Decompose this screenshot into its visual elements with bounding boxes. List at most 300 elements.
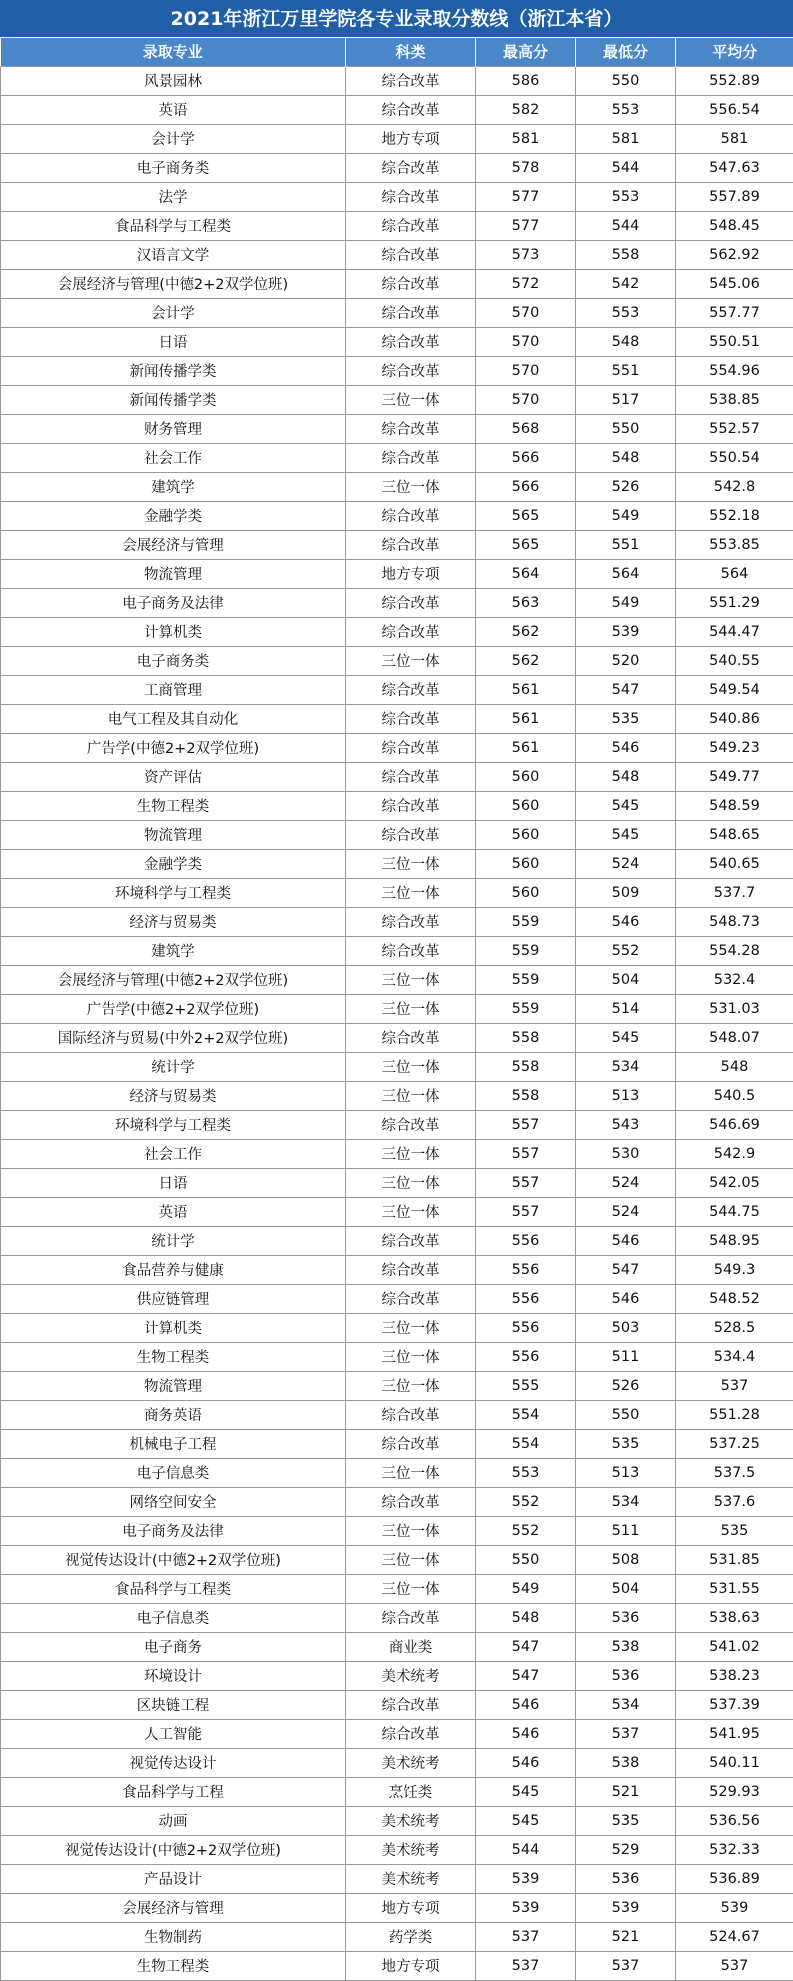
cell-max-score: 566 bbox=[476, 443, 576, 472]
table-row bbox=[1, 646, 793, 675]
cell-avg-score: 550.54 bbox=[676, 443, 793, 472]
cell-category: 商业类 bbox=[346, 1632, 476, 1661]
cell-major: 视觉传达设计(中德2+2双学位班) bbox=[1, 1835, 346, 1864]
cell-max-score: 537 bbox=[476, 1922, 576, 1951]
table-row bbox=[1, 1139, 793, 1168]
cell-major: 机械电子工程 bbox=[1, 1429, 346, 1458]
table-row bbox=[1, 414, 793, 443]
cell-major: 计算机类 bbox=[1, 1313, 346, 1342]
cell-max-score: 558 bbox=[476, 1023, 576, 1052]
cell-category: 综合改革 bbox=[346, 820, 476, 849]
table-row bbox=[1, 791, 793, 820]
table-row bbox=[1, 1342, 793, 1371]
cell-avg-score: 544.47 bbox=[676, 617, 793, 646]
cell-avg-score: 540.65 bbox=[676, 849, 793, 878]
table-row bbox=[1, 675, 793, 704]
cell-avg-score: 550.51 bbox=[676, 327, 793, 356]
cell-category: 三位一体 bbox=[346, 1168, 476, 1197]
cell-major: 汉语言文学 bbox=[1, 240, 346, 269]
cell-major: 电子商务 bbox=[1, 1632, 346, 1661]
cell-max-score: 556 bbox=[476, 1226, 576, 1255]
table-row bbox=[1, 1632, 793, 1661]
cell-category: 三位一体 bbox=[346, 1574, 476, 1603]
cell-avg-score: 553.85 bbox=[676, 530, 793, 559]
cell-avg-score: 537 bbox=[676, 1951, 793, 1980]
cell-category: 三位一体 bbox=[346, 965, 476, 994]
cell-major: 食品科学与工程类 bbox=[1, 1574, 346, 1603]
cell-category: 综合改革 bbox=[346, 1400, 476, 1429]
table-row bbox=[1, 124, 793, 153]
cell-min-score: 564 bbox=[576, 559, 676, 588]
table-row bbox=[1, 1951, 793, 1980]
cell-avg-score: 528.5 bbox=[676, 1313, 793, 1342]
cell-min-score: 550 bbox=[576, 66, 676, 95]
cell-major: 物流管理 bbox=[1, 559, 346, 588]
cell-min-score: 521 bbox=[576, 1922, 676, 1951]
table-row bbox=[1, 1023, 793, 1052]
cell-category: 美术统考 bbox=[346, 1661, 476, 1690]
cell-category: 综合改革 bbox=[346, 414, 476, 443]
cell-max-score: 586 bbox=[476, 66, 576, 95]
cell-category: 地方专项 bbox=[346, 559, 476, 588]
cell-avg-score: 540.86 bbox=[676, 704, 793, 733]
table-row bbox=[1, 559, 793, 588]
table-row bbox=[1, 1661, 793, 1690]
cell-major: 动画 bbox=[1, 1806, 346, 1835]
cell-avg-score: 549.54 bbox=[676, 675, 793, 704]
cell-category: 综合改革 bbox=[346, 936, 476, 965]
cell-major: 生物工程类 bbox=[1, 1951, 346, 1980]
cell-min-score: 514 bbox=[576, 994, 676, 1023]
cell-max-score: 555 bbox=[476, 1371, 576, 1400]
cell-min-score: 549 bbox=[576, 501, 676, 530]
cell-category: 综合改革 bbox=[346, 1603, 476, 1632]
cell-max-score: 549 bbox=[476, 1574, 576, 1603]
cell-min-score: 537 bbox=[576, 1719, 676, 1748]
cell-min-score: 535 bbox=[576, 1806, 676, 1835]
cell-major: 网络空间安全 bbox=[1, 1487, 346, 1516]
cell-max-score: 560 bbox=[476, 878, 576, 907]
cell-max-score: 557 bbox=[476, 1110, 576, 1139]
cell-major: 区块链工程 bbox=[1, 1690, 346, 1719]
cell-min-score: 524 bbox=[576, 1197, 676, 1226]
cell-major: 供应链管理 bbox=[1, 1284, 346, 1313]
cell-major: 日语 bbox=[1, 327, 346, 356]
cell-category: 综合改革 bbox=[346, 762, 476, 791]
table-row bbox=[1, 588, 793, 617]
cell-max-score: 547 bbox=[476, 1632, 576, 1661]
cell-max-score: 552 bbox=[476, 1487, 576, 1516]
cell-max-score: 562 bbox=[476, 617, 576, 646]
cell-avg-score: 548.52 bbox=[676, 1284, 793, 1313]
cell-category: 综合改革 bbox=[346, 791, 476, 820]
table-row bbox=[1, 211, 793, 240]
cell-major: 食品科学与工程 bbox=[1, 1777, 346, 1806]
table-row bbox=[1, 994, 793, 1023]
cell-max-score: 570 bbox=[476, 385, 576, 414]
cell-max-score: 548 bbox=[476, 1603, 576, 1632]
table-title: 2021年浙江万里学院各专业录取分数线（浙江本省） bbox=[0, 0, 793, 38]
cell-avg-score: 535 bbox=[676, 1516, 793, 1545]
cell-avg-score: 540.11 bbox=[676, 1748, 793, 1777]
cell-major: 电子商务类 bbox=[1, 646, 346, 675]
cell-major: 建筑学 bbox=[1, 936, 346, 965]
cell-avg-score: 539 bbox=[676, 1893, 793, 1922]
cell-max-score: 564 bbox=[476, 559, 576, 588]
cell-max-score: 537 bbox=[476, 1951, 576, 1980]
table-row bbox=[1, 1516, 793, 1545]
table-row bbox=[1, 1922, 793, 1951]
cell-min-score: 517 bbox=[576, 385, 676, 414]
cell-avg-score: 549.23 bbox=[676, 733, 793, 762]
cell-min-score: 544 bbox=[576, 153, 676, 182]
cell-max-score: 539 bbox=[476, 1864, 576, 1893]
table-row bbox=[1, 1052, 793, 1081]
cell-major: 风景园林 bbox=[1, 66, 346, 95]
cell-max-score: 572 bbox=[476, 269, 576, 298]
cell-major: 物流管理 bbox=[1, 1371, 346, 1400]
cell-major: 建筑学 bbox=[1, 472, 346, 501]
cell-major: 金融学类 bbox=[1, 501, 346, 530]
cell-min-score: 546 bbox=[576, 1226, 676, 1255]
cell-major: 食品科学与工程类 bbox=[1, 211, 346, 240]
score-table bbox=[0, 38, 793, 1981]
cell-max-score: 558 bbox=[476, 1081, 576, 1110]
cell-min-score: 545 bbox=[576, 1023, 676, 1052]
table-row bbox=[1, 1603, 793, 1632]
table-row bbox=[1, 704, 793, 733]
table-row bbox=[1, 1777, 793, 1806]
cell-category: 三位一体 bbox=[346, 1516, 476, 1545]
cell-category: 地方专项 bbox=[346, 124, 476, 153]
cell-min-score: 553 bbox=[576, 298, 676, 327]
table-row bbox=[1, 1371, 793, 1400]
cell-min-score: 546 bbox=[576, 1284, 676, 1313]
cell-min-score: 520 bbox=[576, 646, 676, 675]
cell-category: 药学类 bbox=[346, 1922, 476, 1951]
cell-major: 法学 bbox=[1, 182, 346, 211]
table-row bbox=[1, 1835, 793, 1864]
cell-avg-score: 552.18 bbox=[676, 501, 793, 530]
cell-category: 三位一体 bbox=[346, 1197, 476, 1226]
cell-max-score: 554 bbox=[476, 1429, 576, 1458]
cell-min-score: 504 bbox=[576, 1574, 676, 1603]
cell-max-score: 558 bbox=[476, 1052, 576, 1081]
cell-avg-score: 549.77 bbox=[676, 762, 793, 791]
cell-avg-score: 548.45 bbox=[676, 211, 793, 240]
table-row bbox=[1, 1168, 793, 1197]
cell-max-score: 559 bbox=[476, 994, 576, 1023]
table-row bbox=[1, 1226, 793, 1255]
table-row bbox=[1, 443, 793, 472]
table-row bbox=[1, 240, 793, 269]
cell-min-score: 513 bbox=[576, 1081, 676, 1110]
cell-avg-score: 540.55 bbox=[676, 646, 793, 675]
cell-category: 综合改革 bbox=[346, 588, 476, 617]
cell-avg-score: 529.93 bbox=[676, 1777, 793, 1806]
cell-avg-score: 531.55 bbox=[676, 1574, 793, 1603]
cell-category: 烹饪类 bbox=[346, 1777, 476, 1806]
cell-major: 新闻传播学类 bbox=[1, 356, 346, 385]
cell-major: 环境科学与工程类 bbox=[1, 1110, 346, 1139]
cell-min-score: 537 bbox=[576, 1951, 676, 1980]
cell-avg-score: 546.69 bbox=[676, 1110, 793, 1139]
cell-major: 英语 bbox=[1, 1197, 346, 1226]
cell-avg-score: 532.33 bbox=[676, 1835, 793, 1864]
table-row bbox=[1, 327, 793, 356]
cell-category: 综合改革 bbox=[346, 66, 476, 95]
cell-min-score: 538 bbox=[576, 1632, 676, 1661]
cell-min-score: 547 bbox=[576, 1255, 676, 1284]
cell-avg-score: 544.75 bbox=[676, 1197, 793, 1226]
cell-min-score: 536 bbox=[576, 1603, 676, 1632]
table-row bbox=[1, 298, 793, 327]
cell-avg-score: 531.03 bbox=[676, 994, 793, 1023]
table-row bbox=[1, 878, 793, 907]
cell-category: 三位一体 bbox=[346, 1458, 476, 1487]
cell-major: 经济与贸易类 bbox=[1, 907, 346, 936]
cell-major: 广告学(中德2+2双学位班) bbox=[1, 994, 346, 1023]
header-max-score: 最高分 bbox=[476, 38, 576, 66]
cell-category: 综合改革 bbox=[346, 443, 476, 472]
table-row bbox=[1, 849, 793, 878]
cell-category: 综合改革 bbox=[346, 269, 476, 298]
cell-max-score: 565 bbox=[476, 501, 576, 530]
cell-avg-score: 531.85 bbox=[676, 1545, 793, 1574]
cell-category: 综合改革 bbox=[346, 211, 476, 240]
table-row bbox=[1, 182, 793, 211]
cell-min-score: 547 bbox=[576, 675, 676, 704]
cell-avg-score: 548.73 bbox=[676, 907, 793, 936]
cell-category: 三位一体 bbox=[346, 472, 476, 501]
cell-min-score: 542 bbox=[576, 269, 676, 298]
cell-major: 日语 bbox=[1, 1168, 346, 1197]
cell-max-score: 561 bbox=[476, 675, 576, 704]
table-row bbox=[1, 1574, 793, 1603]
cell-min-score: 551 bbox=[576, 356, 676, 385]
cell-major: 新闻传播学类 bbox=[1, 385, 346, 414]
cell-avg-score: 581 bbox=[676, 124, 793, 153]
cell-avg-score: 551.29 bbox=[676, 588, 793, 617]
table-row bbox=[1, 1487, 793, 1516]
cell-max-score: 557 bbox=[476, 1197, 576, 1226]
cell-max-score: 556 bbox=[476, 1342, 576, 1371]
cell-major: 会展经济与管理(中德2+2双学位班) bbox=[1, 269, 346, 298]
cell-category: 综合改革 bbox=[346, 1690, 476, 1719]
cell-min-score: 534 bbox=[576, 1487, 676, 1516]
cell-avg-score: 542.9 bbox=[676, 1139, 793, 1168]
cell-category: 综合改革 bbox=[346, 1487, 476, 1516]
table-row bbox=[1, 1081, 793, 1110]
cell-max-score: 545 bbox=[476, 1777, 576, 1806]
cell-category: 地方专项 bbox=[346, 1893, 476, 1922]
cell-category: 三位一体 bbox=[346, 1313, 476, 1342]
cell-major: 食品营养与健康 bbox=[1, 1255, 346, 1284]
cell-category: 综合改革 bbox=[346, 617, 476, 646]
cell-min-score: 539 bbox=[576, 617, 676, 646]
cell-max-score: 547 bbox=[476, 1661, 576, 1690]
cell-min-score: 538 bbox=[576, 1748, 676, 1777]
cell-avg-score: 548.65 bbox=[676, 820, 793, 849]
cell-category: 综合改革 bbox=[346, 1255, 476, 1284]
header-category: 科类 bbox=[346, 38, 476, 66]
table-row bbox=[1, 1806, 793, 1835]
cell-avg-score: 554.28 bbox=[676, 936, 793, 965]
cell-max-score: 563 bbox=[476, 588, 576, 617]
cell-category: 综合改革 bbox=[346, 182, 476, 211]
table-row bbox=[1, 1255, 793, 1284]
cell-category: 综合改革 bbox=[346, 327, 476, 356]
table-row bbox=[1, 1864, 793, 1893]
cell-major: 电子信息类 bbox=[1, 1603, 346, 1632]
cell-min-score: 552 bbox=[576, 936, 676, 965]
cell-max-score: 560 bbox=[476, 820, 576, 849]
cell-category: 三位一体 bbox=[346, 1139, 476, 1168]
cell-max-score: 559 bbox=[476, 936, 576, 965]
cell-avg-score: 548.59 bbox=[676, 791, 793, 820]
cell-avg-score: 557.89 bbox=[676, 182, 793, 211]
cell-min-score: 503 bbox=[576, 1313, 676, 1342]
cell-category: 三位一体 bbox=[346, 385, 476, 414]
cell-max-score: 559 bbox=[476, 907, 576, 936]
cell-category: 三位一体 bbox=[346, 1342, 476, 1371]
cell-major: 视觉传达设计(中德2+2双学位班) bbox=[1, 1545, 346, 1574]
table-row bbox=[1, 95, 793, 124]
cell-max-score: 550 bbox=[476, 1545, 576, 1574]
cell-major: 工商管理 bbox=[1, 675, 346, 704]
cell-avg-score: 537 bbox=[676, 1371, 793, 1400]
cell-major: 会展经济与管理 bbox=[1, 530, 346, 559]
cell-major: 电子信息类 bbox=[1, 1458, 346, 1487]
cell-major: 资产评估 bbox=[1, 762, 346, 791]
cell-major: 统计学 bbox=[1, 1052, 346, 1081]
cell-avg-score: 537.7 bbox=[676, 878, 793, 907]
cell-avg-score: 547.63 bbox=[676, 153, 793, 182]
table-row bbox=[1, 501, 793, 530]
table-row bbox=[1, 762, 793, 791]
cell-category: 综合改革 bbox=[346, 1719, 476, 1748]
cell-major: 广告学(中德2+2双学位班) bbox=[1, 733, 346, 762]
cell-avg-score: 542.05 bbox=[676, 1168, 793, 1197]
cell-max-score: 557 bbox=[476, 1168, 576, 1197]
cell-major: 商务英语 bbox=[1, 1400, 346, 1429]
header-min-score: 最低分 bbox=[576, 38, 676, 66]
cell-avg-score: 552.89 bbox=[676, 66, 793, 95]
table-row bbox=[1, 617, 793, 646]
cell-major: 统计学 bbox=[1, 1226, 346, 1255]
cell-major: 社会工作 bbox=[1, 1139, 346, 1168]
cell-min-score: 534 bbox=[576, 1052, 676, 1081]
cell-category: 综合改革 bbox=[346, 1023, 476, 1052]
cell-avg-score: 536.56 bbox=[676, 1806, 793, 1835]
cell-major: 国际经济与贸易(中外2+2双学位班) bbox=[1, 1023, 346, 1052]
cell-avg-score: 548 bbox=[676, 1052, 793, 1081]
table-row bbox=[1, 269, 793, 298]
cell-min-score: 545 bbox=[576, 791, 676, 820]
cell-major: 电气工程及其自动化 bbox=[1, 704, 346, 733]
cell-min-score: 524 bbox=[576, 1168, 676, 1197]
cell-min-score: 513 bbox=[576, 1458, 676, 1487]
table-row bbox=[1, 1458, 793, 1487]
cell-category: 综合改革 bbox=[346, 704, 476, 733]
table-row bbox=[1, 153, 793, 182]
cell-max-score: 561 bbox=[476, 704, 576, 733]
cell-min-score: 529 bbox=[576, 1835, 676, 1864]
cell-max-score: 556 bbox=[476, 1313, 576, 1342]
cell-category: 美术统考 bbox=[346, 1748, 476, 1777]
table-row bbox=[1, 472, 793, 501]
cell-major: 计算机类 bbox=[1, 617, 346, 646]
cell-avg-score: 554.96 bbox=[676, 356, 793, 385]
cell-avg-score: 532.4 bbox=[676, 965, 793, 994]
cell-category: 三位一体 bbox=[346, 646, 476, 675]
cell-min-score: 539 bbox=[576, 1893, 676, 1922]
cell-category: 美术统考 bbox=[346, 1806, 476, 1835]
table-row bbox=[1, 733, 793, 762]
cell-category: 三位一体 bbox=[346, 1052, 476, 1081]
cell-avg-score: 551.28 bbox=[676, 1400, 793, 1429]
cell-max-score: 545 bbox=[476, 1806, 576, 1835]
cell-avg-score: 524.67 bbox=[676, 1922, 793, 1951]
cell-category: 综合改革 bbox=[346, 356, 476, 385]
cell-avg-score: 536.89 bbox=[676, 1864, 793, 1893]
cell-min-score: 534 bbox=[576, 1690, 676, 1719]
cell-category: 综合改革 bbox=[346, 1110, 476, 1139]
cell-avg-score: 548.95 bbox=[676, 1226, 793, 1255]
cell-avg-score: 541.95 bbox=[676, 1719, 793, 1748]
cell-avg-score: 548.07 bbox=[676, 1023, 793, 1052]
cell-major: 物流管理 bbox=[1, 820, 346, 849]
cell-major: 生物工程类 bbox=[1, 1342, 346, 1371]
cell-min-score: 549 bbox=[576, 588, 676, 617]
table-row bbox=[1, 965, 793, 994]
cell-min-score: 509 bbox=[576, 878, 676, 907]
cell-min-score: 551 bbox=[576, 530, 676, 559]
cell-min-score: 521 bbox=[576, 1777, 676, 1806]
cell-major: 社会工作 bbox=[1, 443, 346, 472]
cell-min-score: 526 bbox=[576, 1371, 676, 1400]
table-row bbox=[1, 1748, 793, 1777]
cell-min-score: 511 bbox=[576, 1342, 676, 1371]
cell-max-score: 546 bbox=[476, 1719, 576, 1748]
cell-max-score: 553 bbox=[476, 1458, 576, 1487]
cell-avg-score: 538.23 bbox=[676, 1661, 793, 1690]
cell-max-score: 546 bbox=[476, 1690, 576, 1719]
cell-max-score: 578 bbox=[476, 153, 576, 182]
cell-min-score: 545 bbox=[576, 820, 676, 849]
cell-min-score: 548 bbox=[576, 762, 676, 791]
table-row bbox=[1, 907, 793, 936]
cell-max-score: 546 bbox=[476, 1748, 576, 1777]
cell-major: 电子商务及法律 bbox=[1, 588, 346, 617]
cell-category: 三位一体 bbox=[346, 1081, 476, 1110]
table-row bbox=[1, 1429, 793, 1458]
cell-min-score: 536 bbox=[576, 1864, 676, 1893]
table-row bbox=[1, 530, 793, 559]
cell-major: 英语 bbox=[1, 95, 346, 124]
cell-avg-score: 537.25 bbox=[676, 1429, 793, 1458]
cell-category: 三位一体 bbox=[346, 1545, 476, 1574]
cell-category: 三位一体 bbox=[346, 878, 476, 907]
cell-min-score: 553 bbox=[576, 95, 676, 124]
cell-category: 综合改革 bbox=[346, 240, 476, 269]
table-row bbox=[1, 1545, 793, 1574]
cell-avg-score: 538.63 bbox=[676, 1603, 793, 1632]
cell-major: 电子商务类 bbox=[1, 153, 346, 182]
table-row bbox=[1, 936, 793, 965]
cell-min-score: 526 bbox=[576, 472, 676, 501]
table-row bbox=[1, 1893, 793, 1922]
